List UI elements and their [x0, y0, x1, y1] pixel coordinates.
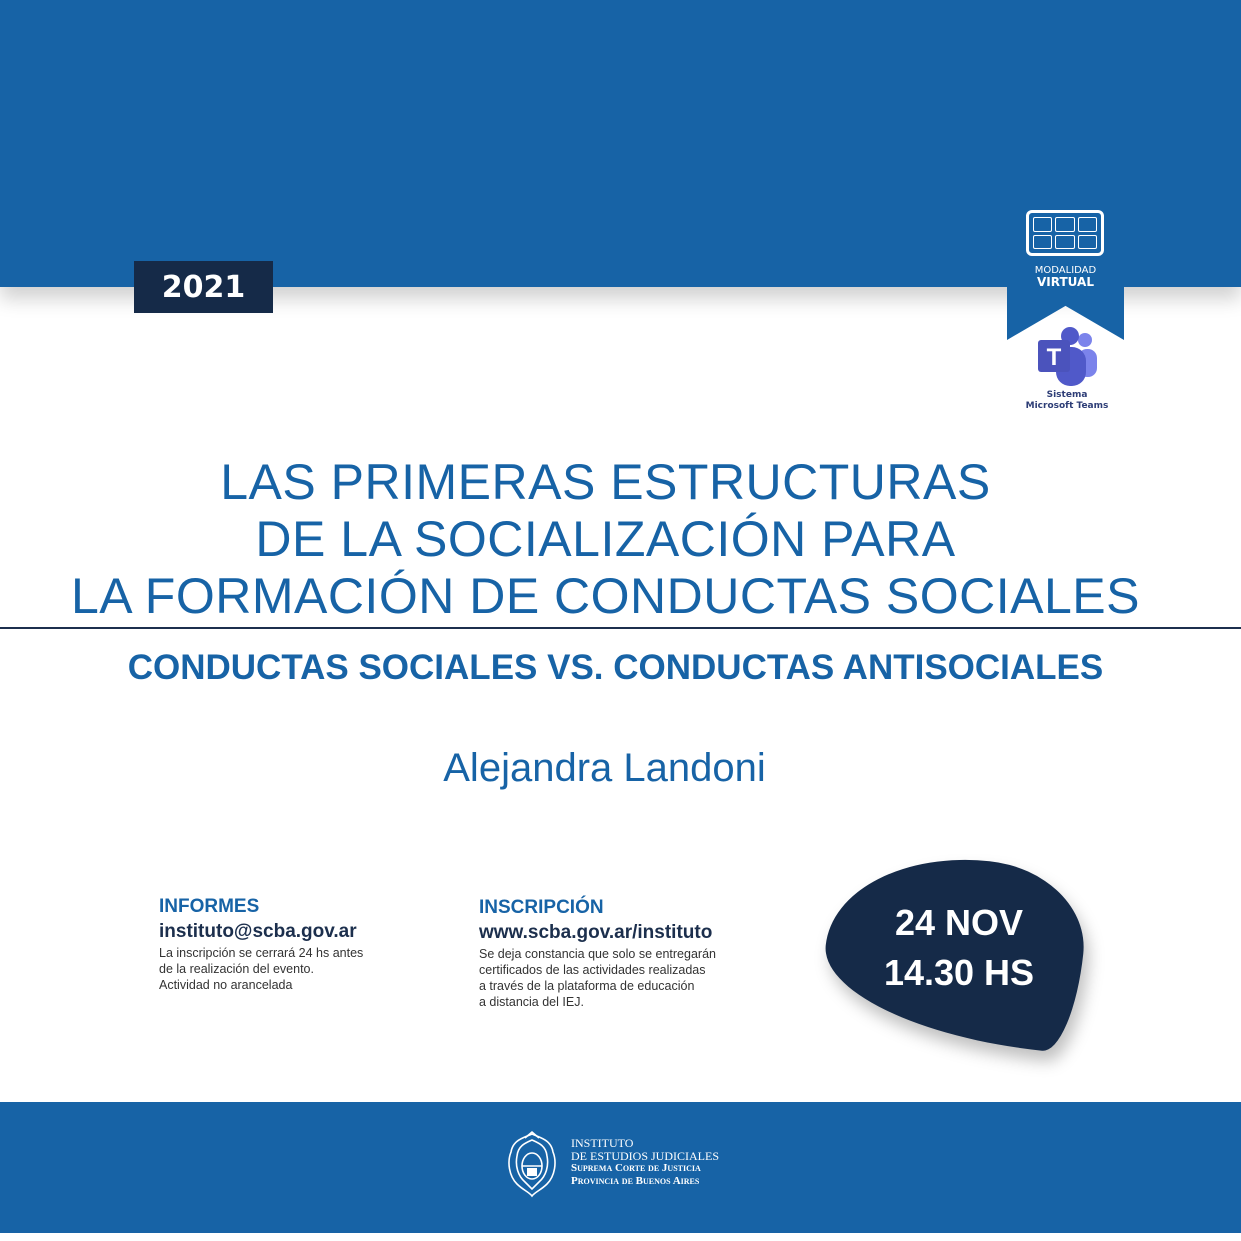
teams-caption-line1: Sistema — [1046, 390, 1088, 400]
event-time: 14.30 HS — [883, 952, 1035, 993]
inscripcion-url-link[interactable]: www.scba.gov.ar/instituto — [479, 922, 713, 943]
informes-block — [159, 896, 419, 993]
modality-value: VIRTUAL — [1037, 275, 1094, 289]
inscripcion-heading: INSCRIPCIÓN — [479, 897, 604, 918]
event-title — [0, 454, 1211, 625]
coat-of-arms-icon — [503, 1130, 561, 1200]
title-line-1: LAS PRIMERAS ESTRUCTURAS — [220, 454, 991, 510]
institution-line-4: Provincia de Buenos Aires — [571, 1174, 700, 1187]
informes-note-2: de la realización del evento. — [159, 962, 314, 976]
event-date: 24 NOV — [894, 902, 1024, 943]
institution-name — [571, 1137, 719, 1187]
institution-line-2: DE ESTUDIOS JUDICIALES — [571, 1148, 719, 1163]
modality-ribbon — [1007, 185, 1124, 340]
inscripcion-note-3: a través de la plataforma de educación — [479, 979, 695, 993]
event-subtitle: CONDUCTAS SOCIALES VS. CONDUCTAS ANTISOCIALES — [127, 648, 1104, 687]
microsoft-teams-logo — [1034, 326, 1100, 386]
inscripcion-note-1: Se deja constancia que solo se entregarán — [479, 947, 716, 961]
modality-label: MODALIDAD — [1034, 265, 1097, 276]
informes-note-3: Actividad no arancelada — [159, 978, 293, 992]
title-line-3: LA FORMACIÓN DE CONDUCTAS SOCIALES — [70, 568, 1141, 624]
divider — [0, 627, 1241, 629]
speaker-name: Alejandra Landoni — [443, 746, 766, 790]
inscripcion-block — [479, 897, 769, 1010]
inscripcion-note-4: a distancia del IEJ. — [479, 995, 584, 1009]
informes-email-link[interactable]: instituto@scba.gov.ar — [159, 921, 357, 942]
date-time — [826, 898, 1092, 998]
title-line-2: DE LA SOCIALIZACIÓN PARA — [255, 511, 956, 567]
informes-heading: INFORMES — [159, 896, 260, 917]
teams-caption — [1017, 390, 1117, 412]
video-conference-icon — [1026, 210, 1104, 256]
informes-note-1: La inscripción se cerrará 24 hs antes — [159, 946, 364, 960]
institution-line-1: INSTITUTO — [571, 1136, 634, 1150]
year-badge: 2021 — [134, 261, 273, 313]
teams-caption-line2: Microsoft Teams — [1025, 401, 1109, 411]
svg-text:T: T — [1046, 344, 1062, 371]
inscripcion-note-2: certificados de las actividades realizadas — [479, 963, 706, 977]
institution-line-3: Suprema Corte de Justicia — [571, 1162, 701, 1174]
